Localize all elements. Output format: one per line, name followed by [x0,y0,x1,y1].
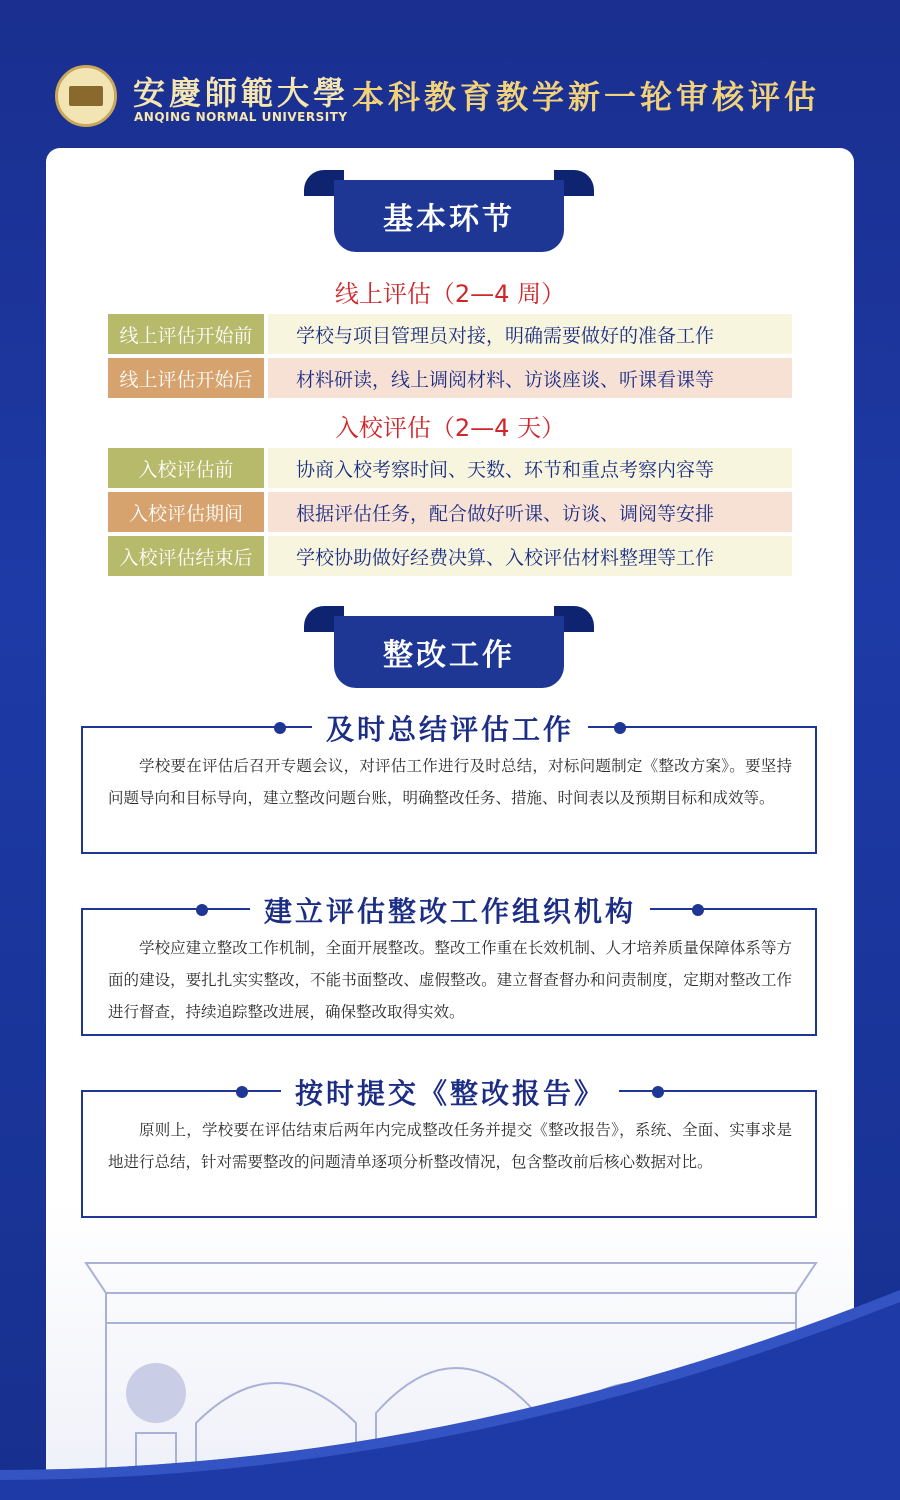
university-name-en: ANQING NORMAL UNIVERSITY [134,110,348,124]
block-text: 学校应建立整改工作机制，全面开展整改。整改工作重在长效机制、人才培养质量保障体系等方面的建设，要扎扎实实整改，不能书面整改、虚假整改。建立督查督办和问责制度，定期对整改工作进行督查，持续追踪整改进展，确保整改取得实效。 [108,939,792,1021]
onsite-phase-title: 入校评估（2—4 天） [334,414,566,442]
row-label: 线上评估开始后 [108,358,264,398]
row-label: 入校评估结束后 [108,536,264,576]
poster-title: 本科教育教学新一轮审核评估 [352,78,821,116]
university-name-cn: 安慶師範大學 [133,74,350,112]
section-title-basic: 基本环节 [334,180,564,252]
row-label: 线上评估开始前 [108,314,264,354]
row-description: 材料研读，线上调阅材料、访谈座谈、听课看课等 [268,358,792,398]
row-description: 协商入校考察时间、天数、环节和重点考察内容等 [268,448,792,488]
row-description: 根据评估任务，配合做好听课、访谈、调阅等安排 [268,492,792,532]
block-title: 及时总结评估工作 [46,708,854,748]
row-description: 学校与项目管理员对接，明确需要做好的准备工作 [268,314,792,354]
section-title-rectification: 整改工作 [334,616,564,688]
row-label: 入校评估前 [108,448,264,488]
online-phase-title: 线上评估（2—4 周） [334,280,566,308]
block-title: 按时提交《整改报告》 [46,1072,854,1112]
row-description: 学校协助做好经费决算、入校评估材料整理等工作 [268,536,792,576]
block-text: 学校要在评估后召开专题会议，对评估工作进行及时总结，对标问题制定《整改方案》。要坚持问题导向和目标导向，建立整改问题台账，明确整改任务、措施、时间表以及预期目标和成效等。 [108,757,792,807]
row-label: 入校评估期间 [108,492,264,532]
block-text: 原则上，学校要在评估结束后两年内完成整改任务并提交《整改报告》，系统、全面、实事求是地进行总结，针对需要整改的问题清单逐项分析整改情况，包含整改前后核心数据对比。 [108,1121,792,1171]
block-title: 建立评估整改工作组织机构 [46,890,854,930]
